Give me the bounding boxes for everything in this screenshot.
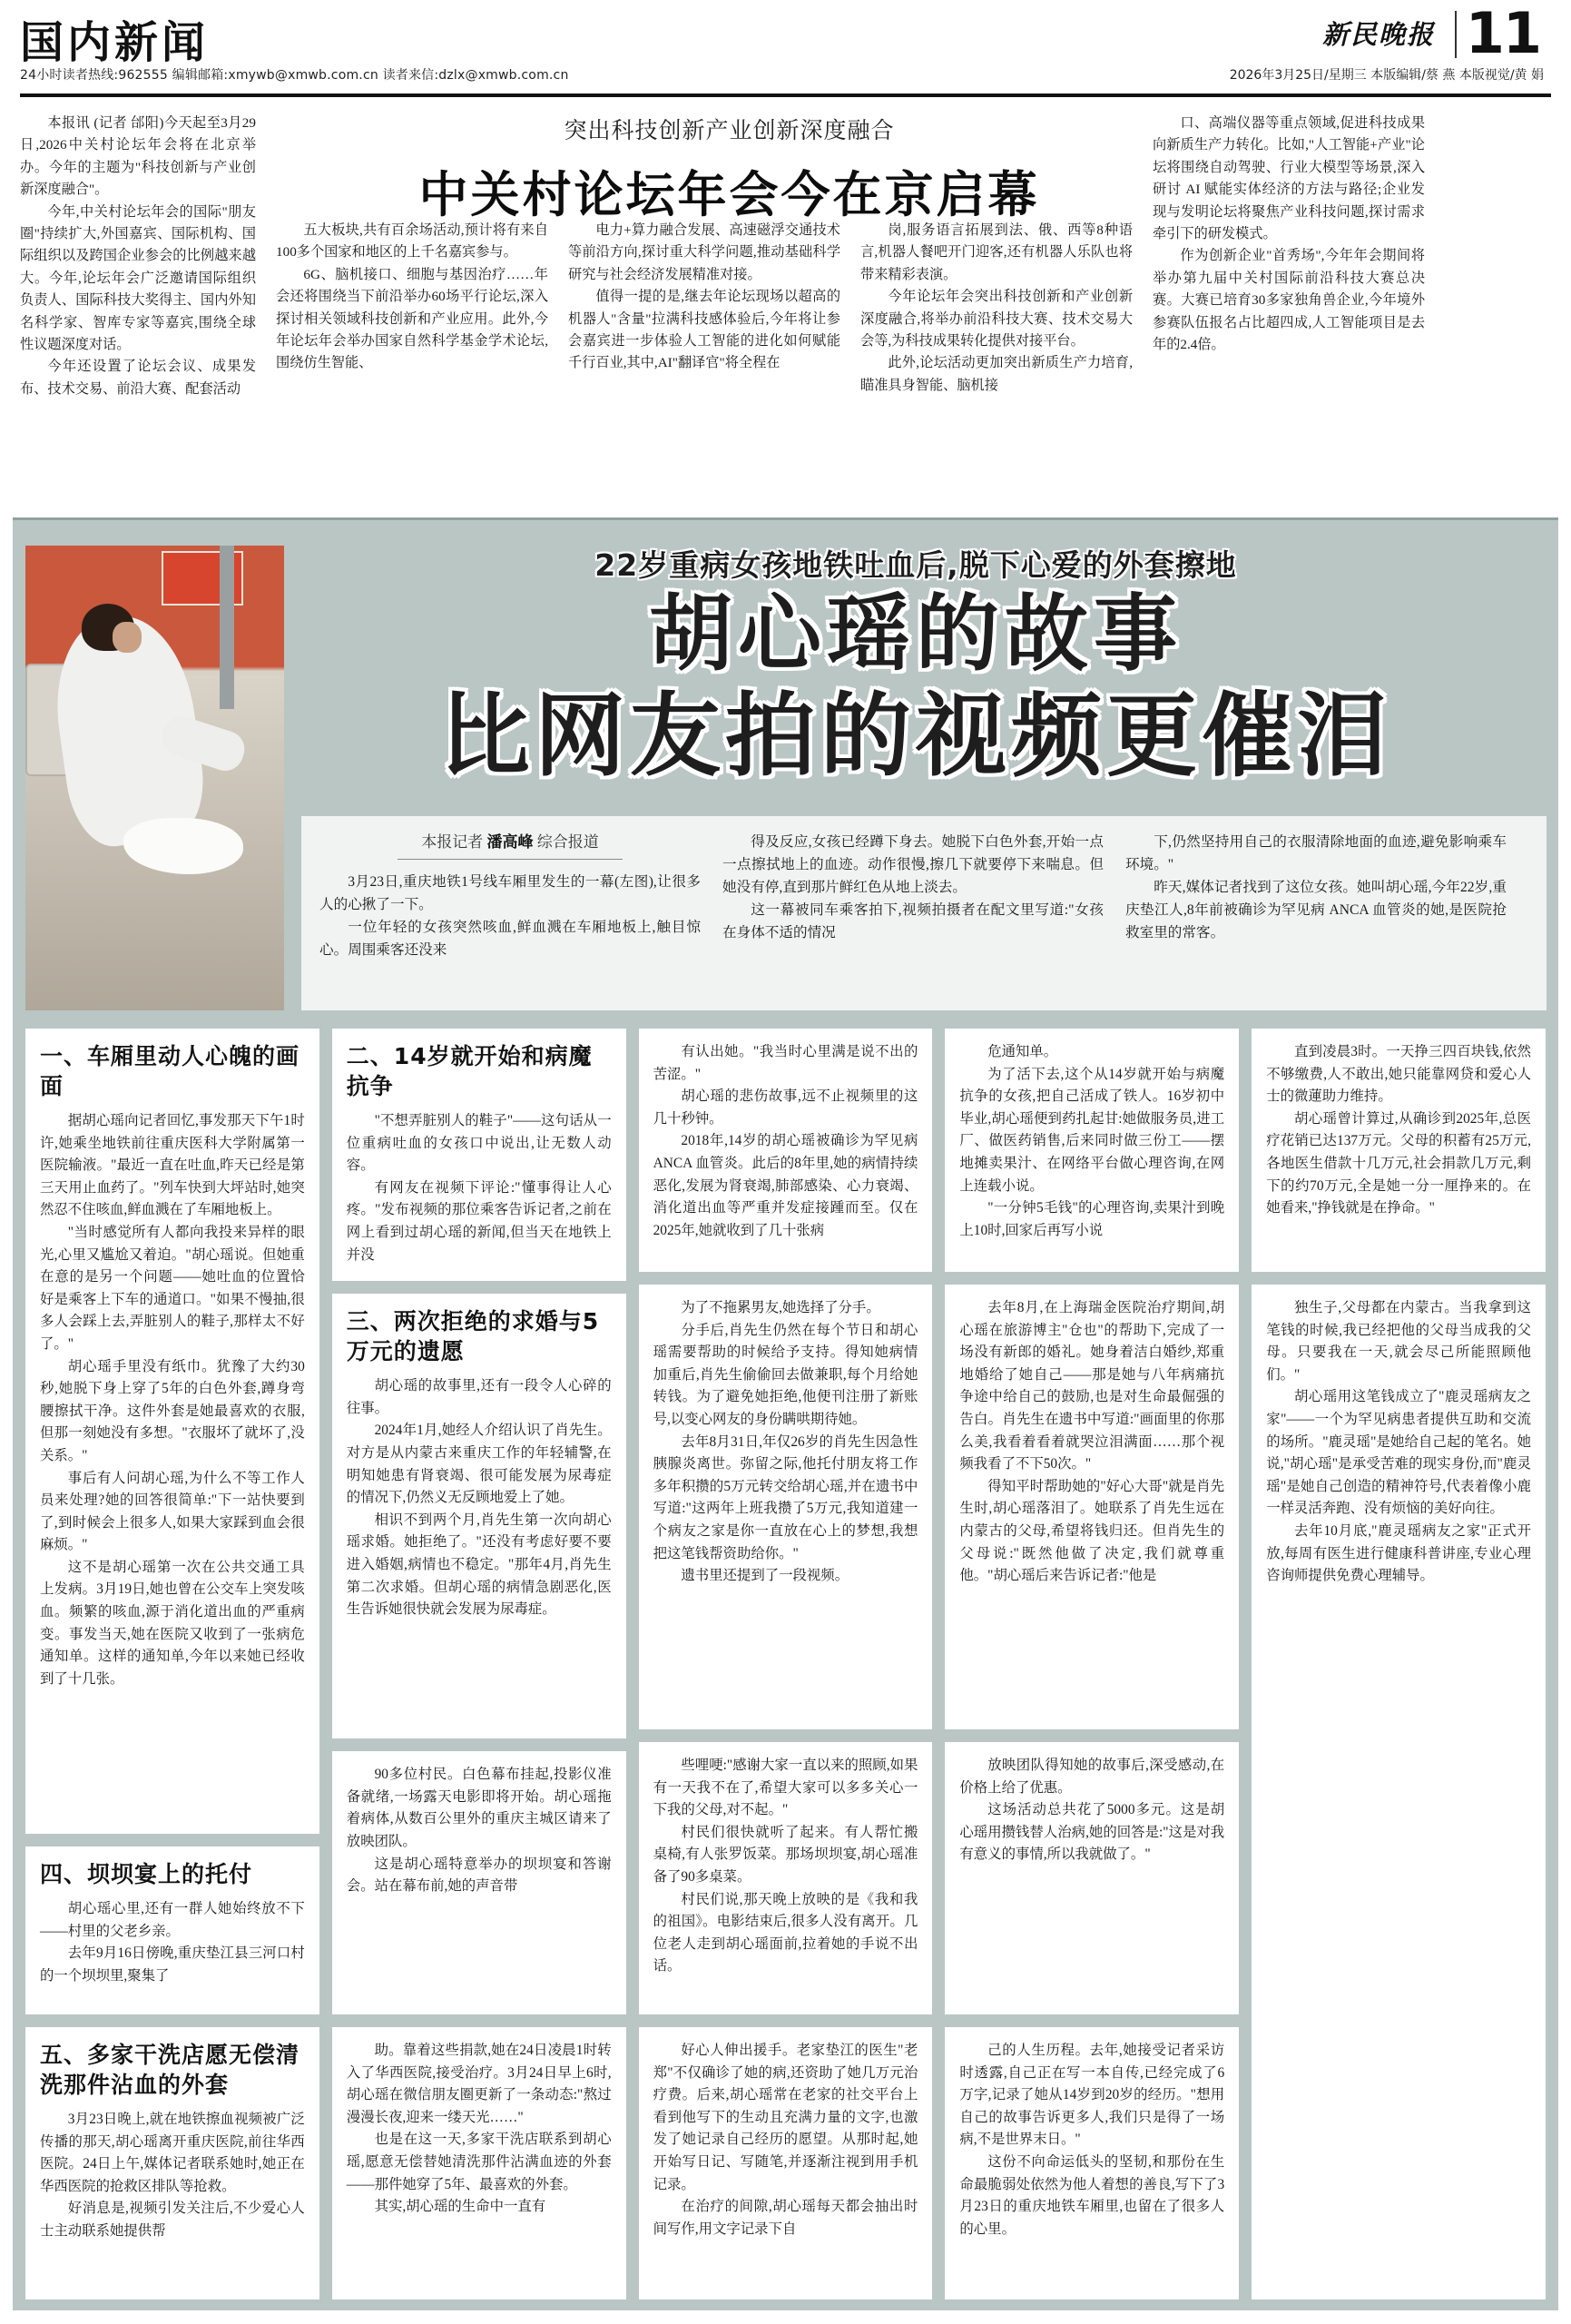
paragraph: 口、高端仪器等重点领域,促进科技成果向新质生产力转化。比如,"人工智能+产业"论坛将围绕自动驾驶、行业大模型等场景,深入研讨 AI 赋能实体经济的方法与路径;企业发现与发明论坛将聚焦产业科技问题,探讨需求牵引下的研发模式。 (1153, 115, 1425, 242)
column-4-tail (1252, 1285, 1546, 2299)
paragraph: 村民们很快就听了起来。有人帮忙搬桌椅,有人张罗饭菜。那场坝坝宴,胡心瑶准备了90多桌菜。 (653, 1824, 918, 1885)
paragraph: 这是胡心瑶特意举办的坝坝宴和答谢会。站在幕布前,她的声音带 (346, 1856, 612, 1895)
paragraph: 己的人生历程。去年,她接受记者采访时透露,自己正在写一本自传,已经完成了6万字,记录了她从14岁到20岁的经历。"想用自己的故事告诉更多人,我们只是得了一场病,不是世界末日。" (959, 2043, 1225, 2148)
paragraph: 放映团队得知她的故事后,深受感动,在价格上给了优惠。 (959, 1758, 1225, 1796)
section-heading: 二、14岁就开始和病魔抗争 (346, 1043, 593, 1099)
paragraph: 3月23日,重庆地铁1号线车厢里发生的一幕(左图),让很多人的心揪了一下。 (319, 874, 701, 912)
byline-suffix: 综合报道 (536, 833, 599, 851)
byline-name: 潘高峰 (486, 833, 534, 851)
paragraph: 胡心瑶手里没有纸巾。犹豫了大约30秒,她脱下身上穿了5年的白色外套,蹲身弯腰擦拭干净。这件外套是她最喜欢的衣服,但那一刻她没有多想。"衣服坏了就坏了,没关系。" (40, 1358, 305, 1463)
paragraph: 90多位村民。白色幕布挂起,投影仪准备就绪,一场露天电影即将开始。胡心瑶拖着病体,从数百公里外的重庆主城区请来了放映团队。 (346, 1767, 612, 1849)
paragraph: 胡心瑶的悲伤故事,远不止视频里的这几十秒钟。 (653, 1088, 918, 1127)
paragraph: 去年8月31日,年仅26岁的肖先生因急性胰腺炎离世。弥留之际,他托付朋友将工作多年积攒的5万元转交给胡心瑶,并在遗书中写道:"这两年上班我攒了5万元,我知道建一个病友之家是你一直放在心上的梦想,我想把这笔钱帮资助给你。" (653, 1433, 918, 1561)
photo-pole (220, 546, 234, 709)
paragraph: 电力+算力融合发展、高速磁浮交通技术等前沿方向,探讨重大科学问题,推动基础科学研究与社会经济发展精准对接。 (568, 222, 840, 282)
paragraph: 好消息是,视频引发关注后,不少爱心人士主动联系她提供帮 (40, 2201, 305, 2239)
paragraph: 这份不向命运低头的坚韧,和那份在生命最脆弱处依然为他人着想的善良,写下了3月23日的重庆地铁车厢里,也留在了很多人的心里。 (959, 2153, 1225, 2237)
page-number: 11 (1465, 0, 1540, 66)
page-title: 国内新闻 (20, 17, 210, 68)
paragraph: 昨天,媒体记者找到了这位女孩。她叫胡心瑶,今年22岁,重庆垫江人,8年前被确诊为罕见病 ANCA 血管炎的她,是医院抢救室里的常客。 (1125, 880, 1507, 940)
paragraph: 今年论坛年会突出科技创新和产业创新深度融合,将举办前沿科技大赛、技术交易大会等,为科技成果转化提供对接平台。 (860, 289, 1133, 350)
paragraph: 事后有人问胡心瑶,为什么不等工作人员来处理?她的回答很简单:"下一站快要到了,到时候会上很多人,如果大家踩到血会很麻烦。" (40, 1470, 305, 1553)
paragraph: 直到凌晨3时。一天挣三四百块钱,依然不够缴费,人不敢出,她只能靠网贷和爱心人士的微蓮助力维持。 (1266, 1044, 1531, 1105)
paragraph: 些哩哽:"感谢大家一直以来的照顾,如果有一天我不在了,希望大家可以多多关心一下我的父母,对不起。" (653, 1758, 918, 1818)
paragraph: 6G、脑机接口、细胞与基因治疗……年会还将围绕当下前沿举办60场平行论坛,深入探讨相关领域科技创新和产业应用。此外,今年论坛年会举办国家自然科学基金学术论坛,围绕仿生智能、 (276, 266, 548, 371)
paragraph: 在治疗的间隙,胡心瑶每天都会抽出时间写作,用文字记录下自 (653, 2199, 918, 2237)
section-card-1 (25, 1029, 319, 1834)
top-news-column-3 (568, 113, 840, 530)
section-column-3 (639, 1029, 933, 2299)
paragraph: 岗,服务语言拓展到法、俄、西等8种语言,机器人餐吧开门迎客,还有机器人乐队也将带来精彩表演。 (860, 222, 1133, 282)
column-3-tail (1252, 1029, 1546, 1272)
paragraph: 好心人伸出援手。老家垫江的医生"老郑"不仅确诊了她的病,还资助了她几万元治疗费。后来,胡心瑶常在老家的社交平台上看到他写下的生动且充满力量的文字,也激发了她记录自己经历的愿望。从那时起,她开始写日记、写随笔,并逐渐注视到用手机记录。 (653, 2043, 918, 2192)
column-6-continued (639, 2027, 933, 2299)
paragraph: 本报讯 (记者 邰阳)今天起至3月29日,2026中关村论坛年会将在北京举办。今年的主题为"科技创新与产业创新深度融合"。 (20, 115, 256, 198)
paragraph: 遗书里还提到了一段视频。 (681, 1568, 849, 1584)
paper-name: 新民晚报 (1321, 19, 1435, 50)
section-card-3-continued (639, 1285, 933, 1729)
paragraph: 为了不拖累男友,她选择了分手。 (681, 1300, 880, 1315)
section-column-5 (1252, 1029, 1546, 2299)
paragraph: 危通知单。 (987, 1044, 1058, 1059)
paragraph: 得及反应,女孩已经蹲下身去。她脱下白色外套,开始一点一点擦拭地上的血迹。动作很慢,擦几下就要停下来喘息。但她没有停,直到那片鲜红色从地上淡去。 (722, 834, 1104, 895)
masthead-rule (20, 94, 1551, 97)
feature-intro-column-3 (1125, 831, 1507, 1001)
section-card-4 (25, 1846, 319, 2014)
feature-title-line-1: 胡心瑶的故事 (648, 586, 1183, 683)
top-news-headline: 中关村论坛年会今在京启幕 (418, 166, 1040, 223)
paragraph: 这不是胡心瑶第一次在公共交通工具上发病。3月19日,她也曾在公交车上突发咳血。频繁的咳血,源于消化道出血的严重病变。事发当天,她在医院又收到了一张病危通知单。这样的通知单,今年以来她已经收到了十几张。 (40, 1559, 305, 1687)
section-column-1 (25, 1029, 319, 2299)
paragraph: 胡心瑶的故事里,还有一段令人心碎的往事。 (346, 1378, 612, 1416)
paragraph: 村民们说,那天晚上放映的是《我和我的祖国》。电影结束后,很多人没有离开。几位老人走到胡心瑶面前,拉着她的手说不出话。 (653, 1891, 918, 1974)
paragraph: 作为创新企业"首秀场",今年年会期间将举办第九届中关村国际前沿科技大赛总决赛。大赛已培育30多家独角兽企业,今年境外参赛队伍报名占比超四成,人工智能项目是去年的2.4倍。 (1153, 248, 1425, 353)
paragraph: 胡心瑶心里,还有一群人她始终放不下——村里的父老乡亲。 (40, 1901, 305, 1939)
paragraph: 今年,中关村论坛年会的国际"朋友圈"持续扩大,外国嘉宾、国际机构、国际组织以及跨国企业参会的比例越来越大。今年,论坛年会广泛邀请国际组织负责人、国际科技大奖得主、国内外知名科学家、智库专家等嘉宾,围绕全球性议题深度对话。 (20, 203, 256, 353)
paragraph: "一分钟5毛钱"的心理咨询,卖果汁到晚上10时,回家后再写小说 (959, 1200, 1225, 1238)
paragraph: 分手后,肖先生仍然在每个节日和胡心瑶需要帮助的时候给予支持。得知她病情加重后,肖先生偷偷回去做兼职,每个月给她转钱。为了避免她拒绝,他便刊注册了新账号,以变心网友的身份瞒哄期待她。 (653, 1322, 918, 1427)
section-column-4 (945, 1029, 1239, 2299)
section-card-5-continued (332, 2027, 626, 2299)
paragraph: 值得一提的是,继去年论坛现场以超高的机器人"含量"拉满科技感体验后,今年将让参会嘉宾进一步体验人工智能的进化如何赋能千行百业,其中,AI"翻译官"将全程在 (568, 289, 840, 371)
column-3-overflow (945, 1285, 1239, 1729)
paragraph: 此外,论坛活动更加突出新质生产力培育,瞄准具身智能、脑机接 (860, 355, 1133, 393)
feature-intro-column-2 (722, 831, 1104, 1001)
feature-photo (25, 546, 284, 1010)
byline-prefix: 本报记者 (421, 833, 484, 851)
column-2-overflow (945, 1029, 1239, 1272)
feature-sections-grid (25, 1029, 1546, 2299)
top-news-column-4 (860, 113, 1133, 530)
paragraph: 去年10月底,"鹿灵瑶病友之家"正式开放,每周有医生进行健康科普讲座,专业心理咨询师提供免费心理辅导。 (1266, 1522, 1531, 1584)
photo-face (113, 622, 142, 653)
paragraph: 这一幕被同车乘客拍下,视频拍摄者在配文里写道:"女孩在身体不适的情况 (722, 902, 1104, 940)
paragraph: 独生子,父母都在内蒙古。当我拿到这笔钱的时候,我已经把他的父母当成我的父母。只要我在一天,就会尽己所能照顾他们。" (1266, 1300, 1531, 1383)
paragraph: 助。靠着这些捐款,她在24日凌晨1时转入了华西医院,接受治疗。3月24日早上6时,胡心瑶在微信朋友圈更新了一条动态:"熬过漫漫长夜,迎来一缕天光……" (346, 2043, 612, 2125)
paragraph: 这场活动总共花了5000多元。这是胡心瑶用攒钱替人治病,她的回答是:"这是对我有意义的事情,所以我就做了。" (959, 1802, 1225, 1863)
paragraph: "不想弄脏别人的鞋子"——这句话从一位重病吐血的女孩口中说出,让无数人动容。 (346, 1113, 612, 1174)
paragraph: 有认出她。"我当时心里满是说不出的苦涩。" (653, 1044, 918, 1082)
top-news-column-5 (1153, 113, 1425, 530)
feature-title-line-2: 比网友拍的视频更催泪 (439, 683, 1392, 789)
column-6-overflow (945, 2027, 1239, 2299)
paragraph: 其实,胡心瑶的生命中一直有 (374, 2199, 546, 2215)
paragraph: 2024年1月,她经人介绍认识了肖先生。对方是从内蒙古来重庆工作的年轻辅警,在明知她患有肾衰竭、很可能发展为尿毒症的情况下,仍然义无反顾地爱上了她。 (346, 1423, 612, 1506)
paragraph: 为了活下去,这个从14岁就开始与病魔抗争的女孩,把自己活成了铁人。16岁初中毕业,胡心瑶便到药扎起甘:她做服务员,进工厂、做医药销售,后来同时做三份工——摆地摊卖果汁、在网络平台做心理咨询,在网上连载小说。 (959, 1066, 1225, 1194)
paragraph: 据胡心瑶向记者回忆,事发那天下午1时许,她乘坐地铁前往重庆医科大学附属第一医院输液。"最近一直在吐血,昨天已经是第三天用止血药了。"列车快到大坪站时,她突然忍不住咳血,鲜血溅在了车厢地板上。 (40, 1113, 305, 1218)
byline-rule (398, 859, 623, 860)
paragraph: 下,仍然坚持用自己的衣服清除地面的血迹,避免影响乘车环境。" (1125, 834, 1507, 872)
paragraph: 也是在这一天,多家干洗店联系到胡心瑶,愿意无偿替她清洗那件沾满血迹的外套——那件她穿了5年、最喜欢的外套。 (346, 2132, 612, 2192)
section-card-2 (332, 1029, 626, 1281)
paragraph: 一位年轻的女孩突然咳血,鲜血溅在车厢地板上,触目惊心。周围乘客还没来 (319, 920, 701, 958)
masthead-divider (1455, 11, 1457, 58)
masthead (0, 0, 1571, 100)
paragraph: 3月23日晚上,就在地铁擦血视频被广泛传播的那天,胡心瑶离开重庆医院,前往华西医院。24日上午,媒体记者联系她时,她正在华西医院的抢救区排队等抢救。 (40, 2112, 305, 2194)
section-heading: 一、车厢里动人心魄的画面 (40, 1043, 300, 1099)
paragraph: 今年还设置了论坛会议、成果发布、技术交易、前沿大赛、配套活动 (20, 359, 256, 397)
byline (319, 831, 701, 853)
paragraph: 相识不到两个月,肖先生第一次向胡心瑶求婚。她拒绝了。"还没有考虑好要不要进入婚姻,病情也不稳定。"那年4月,肖先生第二次求婚。但胡心瑶的病情急剧恶化,医生告诉她很快就会发展为尿毒症。 (346, 1512, 612, 1618)
section-heading: 三、两次拒绝的求婚与5万元的遗愿 (346, 1308, 600, 1365)
feature-intro-column-1 (319, 831, 701, 1001)
feature-intro-box (301, 816, 1546, 1010)
feature-block (13, 517, 1558, 2310)
paragraph: 去年9月16日傍晚,重庆垫江县三河口村的一个坝坝里,聚集了 (40, 1945, 305, 1984)
paragraph: 得知平时帮助她的"好心大哥"就是肖先生时,胡心瑶落泪了。她联系了肖先生远在内蒙古的父母,希望将钱归还。但肖先生的父母说:"既然他做了决定,我们就尊重他。"胡心瑶后来告诉记者:"他是 (959, 1478, 1225, 1584)
paragraph: 胡心瑶用这笔钱成立了"鹿灵瑶病友之家"——一个为罕见病患者提供互助和交流的场所。"鹿灵瑶"是她给自己起的笔名。她说,"胡心瑶"是承受苦难的现实身份,而"鹿灵瑶"是她自己创造的精神符号,代表着像小鹿一样灵活奔跑、没有烦恼的美好向往。 (1266, 1389, 1531, 1517)
paragraph: 胡心瑶曾计算过,从确诊到2025年,总医疗花销已达137万元。父母的积蓄有25万元,各地医生借款十几万元,社会捐款几万元,剩下的约70万元,全是她一分一厘挣来的。在她看来,"挣钱就是在挣命。" (1266, 1110, 1531, 1216)
top-news-column-1 (20, 113, 256, 530)
contact-line: 24小时读者热线:962555 编辑邮箱:xmywb@xmwb.com.cn 读者来信:dzlx@xmwb.com.cn (20, 68, 569, 83)
section-card-2-continued (639, 1029, 933, 1272)
section-column-2 (332, 1029, 626, 2299)
issue-meta: 2026年3月25日/星期三 本版编辑/蔡 燕 本版视觉/黄 娟 (1229, 68, 1544, 83)
section-card-5 (25, 2027, 319, 2299)
column-5-continued (639, 1742, 933, 2014)
paragraph: "当时感觉所有人都向我投来异样的眼光,心里又尴尬又着迫。"胡心瑶说。但她重在意的是另一个问题——她吐血的位置恰好是乘客上下车的通道口。"如果不慢抽,很多人会踩上去,弄脏别人的鞋子,那样太不好了。" (40, 1224, 305, 1352)
paragraph: 五大板块,共有百余场活动,预计将有来自100多个国家和地区的上千名嘉宾参与。 (276, 222, 548, 261)
paragraph: 有网友在视频下评论:"懂事得让人心疼。"发布视频的那位乘客告诉记者,之前在网上看到过胡心瑶的新闻,但当天在地铁上并没 (346, 1179, 612, 1263)
section-heading: 五、多家干洗店愿无偿清洗那件沾血的外套 (40, 2042, 300, 2098)
top-news-kicker: 突出科技创新产业创新深度融合 (564, 119, 895, 143)
top-news-block (20, 113, 1551, 530)
column-5-overflow (945, 1742, 1239, 2014)
top-news-column-2 (276, 113, 548, 530)
section-card-3 (332, 1294, 626, 1738)
paragraph: 2018年,14岁的胡心瑶被确诊为罕见病 ANCA 血管炎。此后的8年里,她的病情持续恶化,发展为肾衰竭,肺部感染、心力衰竭、消化道出血等严重并发症接踵而至。仅在2025年,她就收到了几十张病 (653, 1133, 918, 1238)
section-card-4-continued (332, 1751, 626, 2014)
section-heading: 四、坝坝宴上的托付 (40, 1861, 253, 1887)
paragraph: 去年8月,在上海瑞金医院治疗期间,胡心瑶在旅游博主"仓也"的帮助下,完成了一场没有新郎的婚礼。她身着洁白婚纱,郑重地婚给了她自己——那是她与八年病痛抗争途中给自己的鼓励,也是对生命最倔强的告白。肖先生在遗书中写道:"画面里的你那么美,我看着看着就哭泣泪满面……那个视频我看了不下50次。" (959, 1300, 1225, 1472)
feature-kicker: 22岁重病女孩地铁吐血后,脱下心爱的外套擦地 (594, 547, 1237, 583)
